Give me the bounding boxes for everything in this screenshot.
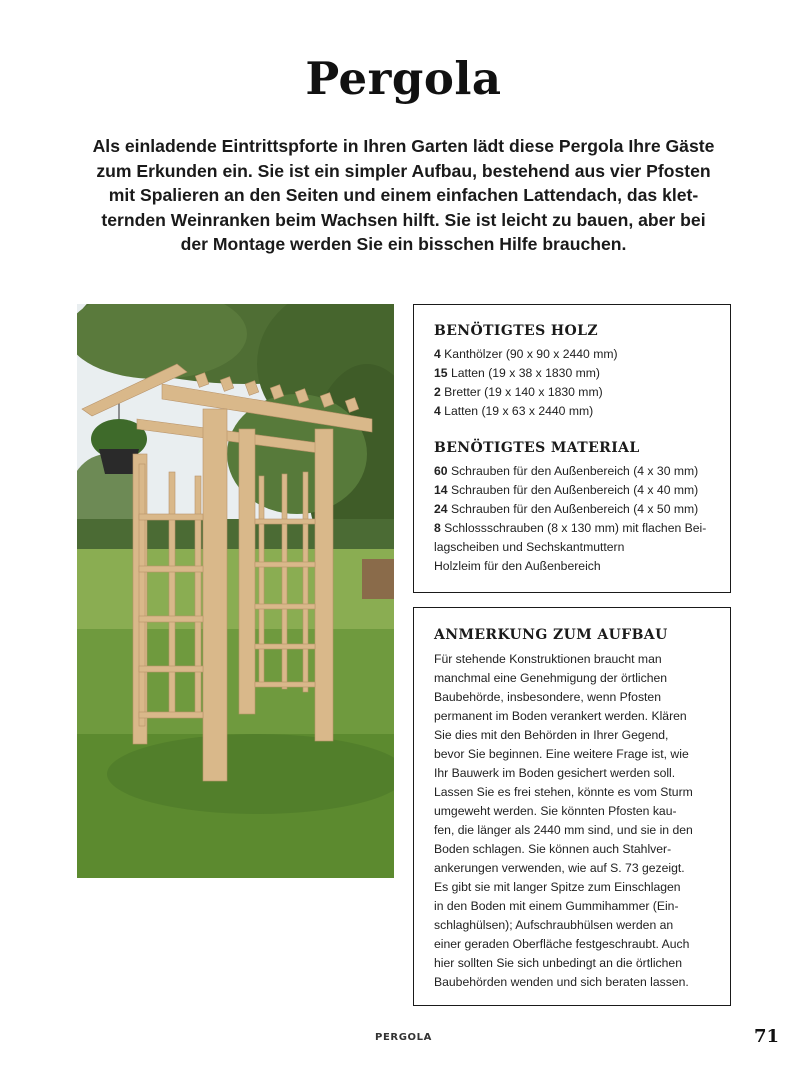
note-line: manchmal eine Genehmigung der örtlichen bbox=[434, 671, 668, 685]
page-title: Pergola bbox=[305, 52, 502, 105]
note-line: bevor Sie beginnen. Eine weitere Frage ist, wie bbox=[434, 747, 689, 761]
note-line: in den Boden mit einem Gummihammer (Ein- bbox=[434, 899, 679, 913]
running-footer: PERGOLA bbox=[375, 1032, 432, 1043]
note-line: hier sollten Sie sich unbedingt an die örtlichen bbox=[434, 956, 682, 970]
intro-line: zum Erkunden ein. Sie ist ein simpler Aufbau, bestehend aus vier Pfosten bbox=[96, 160, 711, 181]
list-item: 4 Kanthölzer (90 x 90 x 2440 mm) bbox=[434, 347, 618, 361]
pergola-photo bbox=[77, 304, 394, 878]
note-line: umgeweht werden. Sie könnten Pfosten kau- bbox=[434, 804, 677, 818]
note-line: schlaghülsen); Aufschraubhülsen werden an bbox=[434, 918, 674, 932]
note-line: Baubehörden wenden und sich beraten lassen. bbox=[434, 975, 689, 989]
list-item: 14 Schrauben für den Außenbereich (4 x 40 mm) bbox=[434, 483, 699, 497]
intro-line: Als einladende Eintrittspforte in Ihren Garten lädt diese Pergola Ihre Gäste bbox=[92, 136, 715, 156]
note-line: Baubehörde, insbesondere, wenn Pfosten bbox=[434, 690, 661, 704]
list-item: lagscheiben und Sechskantmuttern bbox=[434, 540, 625, 554]
assembly-note-box bbox=[413, 607, 731, 1006]
note-line: einer geraden Oberfläche festgeschraubt. Auch bbox=[434, 937, 690, 951]
note-line: fen, die länger als 2440 mm sind, und sie in den bbox=[434, 823, 693, 837]
note-line: Lassen Sie es frei stehen, könnte es vom Sturm bbox=[434, 785, 693, 799]
list-item: 24 Schrauben für den Außenbereich (4 x 50 mm) bbox=[434, 502, 699, 516]
intro-line: ternden Weinranken beim Wachsen hilft. Sie ist leicht zu bauen, aber bei bbox=[101, 209, 706, 230]
wood-heading: BENÖTIGTES HOLZ bbox=[434, 323, 598, 339]
intro-line: der Montage werden Sie ein bisschen Hilfe brauchen. bbox=[180, 234, 627, 255]
note-line: permanent im Boden verankert werden. Klären bbox=[434, 709, 687, 723]
list-item: 15 Latten (19 x 38 x 1830 mm) bbox=[434, 366, 600, 380]
note-line: Es gibt sie mit langer Spitze zum Einschlagen bbox=[434, 880, 681, 894]
materials-box bbox=[413, 304, 731, 593]
list-item: 60 Schrauben für den Außenbereich (4 x 30 mm) bbox=[434, 464, 699, 478]
list-item: 2 Bretter (19 x 140 x 1830 mm) bbox=[434, 385, 603, 399]
note-heading: ANMERKUNG ZUM AUFBAU bbox=[434, 627, 668, 643]
note-line: Sie dies mit den Behörden in Ihrer Gegend, bbox=[434, 728, 669, 742]
intro-paragraph bbox=[78, 134, 729, 257]
material-heading: BENÖTIGTES MATERIAL bbox=[434, 440, 640, 456]
page-number: 71 bbox=[753, 1026, 779, 1047]
intro-line: mit Spalieren an den Seiten und einem einfachen Lattendach, das klet- bbox=[108, 185, 699, 206]
note-line: ankerungen verwenden, wie auf S. 73 gezeigt. bbox=[434, 861, 685, 875]
list-item: 4 Latten (19 x 63 x 2440 mm) bbox=[434, 404, 594, 418]
material-list bbox=[434, 462, 706, 576]
wood-list bbox=[434, 345, 618, 421]
note-line: Ihr Bauwerk im Boden gesichert werden soll. bbox=[434, 766, 676, 780]
list-item: 8 Schlossschrauben (8 x 130 mm) mit flachen Bei- bbox=[434, 521, 707, 535]
note-line: Boden schlagen. Sie können auch Stahlver- bbox=[434, 842, 672, 856]
list-item: Holzleim für den Außenbereich bbox=[434, 559, 601, 573]
note-text bbox=[434, 650, 693, 992]
note-line: Für stehende Konstruktionen braucht man bbox=[434, 652, 662, 666]
